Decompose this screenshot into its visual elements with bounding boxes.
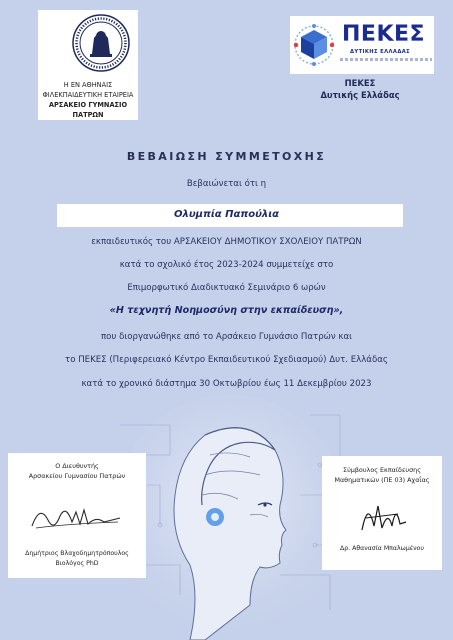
left-org-name bbox=[38, 80, 138, 120]
certify-line: Βεβαιώνεται ότι η bbox=[186, 179, 267, 189]
left-org-line-1: Η ΕΝ ΑΘΗΝΑΙΣ bbox=[63, 81, 113, 89]
body-line-5: το ΠΕΚΕΣ (Περιφερειακό Κέντρο Εκπαιδευτικού Σχεδιασμού) Δυτ. Ελλάδας bbox=[65, 355, 388, 365]
seminar-title: «Η τεχνητή Νοημοσύνη στην εκπαίδευση», bbox=[109, 305, 344, 316]
right-org-line-2: Δυτικής Ελλάδας bbox=[320, 90, 400, 100]
arsakeio-seal-logo bbox=[72, 14, 130, 72]
left-signatory-title: Βιολόγος PhD bbox=[55, 560, 99, 567]
left-role-line-2: Αρσακείου Γυμνασίου Πατρών bbox=[28, 472, 126, 480]
left-signatory-role bbox=[8, 461, 146, 481]
body-line-3: Επιμορφωτικό Διαδικτυακό Σεμινάριο 6 ωρών bbox=[127, 283, 326, 293]
right-org-name bbox=[310, 77, 410, 101]
left-signature-image bbox=[26, 498, 126, 536]
right-role-line-1: Σύμβουλος Εκπαίδευσης bbox=[343, 466, 421, 474]
pekes-fine-print bbox=[340, 58, 432, 61]
ai-head-illustration bbox=[110, 395, 350, 640]
pekes-wordmark-subtitle: ΔΥΤΙΚΗΣ ΕΛΛΑΔΑΣ bbox=[350, 49, 411, 55]
body-line-1: εκπαιδευτικός του ΑΡΣΑΚΕΙΟΥ ΔΗΜΟΤΙΚΟΥ ΣΧΟΛΕΙΟΥ ΠΑΤΡΩΝ bbox=[91, 237, 362, 247]
left-signatory bbox=[8, 549, 146, 569]
left-org-line-2: ΦΙΛΕΚΠΑΙΔΕΥΤΙΚΗ ΕΤΑΙΡΕΙΑ bbox=[42, 91, 134, 99]
pekes-cube-logo bbox=[292, 22, 336, 68]
left-signatory-name: Δημήτριος Βλαχοδημητρόπουλος bbox=[25, 550, 129, 557]
body-line-6: κατά το χρονικό διάστημα 30 Οκτωβρίου έως 11 Δεκεμβρίου 2023 bbox=[81, 379, 372, 389]
body-line-4: που διοργανώθηκε από το Αρσάκειο Γυμνάσιο Πατρών και bbox=[100, 332, 353, 342]
right-signatory-role bbox=[322, 465, 442, 485]
right-org-line-1: ΠΕΚΕΣ bbox=[344, 78, 376, 88]
left-role-line-1: Ο Διευθυντής bbox=[55, 462, 99, 470]
pekes-wordmark: ΠΕΚΕΣ bbox=[342, 22, 426, 47]
right-signature-image bbox=[358, 496, 410, 536]
right-signatory-name: Δρ. Αθανασία Μπαλωμένου bbox=[340, 545, 424, 552]
left-org-line-3: ΑΡΣΑΚΕΙΟ ΓΥΜΝΑΣΙΟ ΠΑΤΡΩΝ bbox=[48, 101, 128, 119]
certificate-title: ΒΕΒΑΙΩΣΗ ΣΥΜΜΕΤΟΧΗΣ bbox=[126, 150, 327, 163]
body-line-2: κατά το σχολικό έτος 2023-2024 συμμετείχε στο bbox=[119, 260, 334, 270]
right-role-line-2: Μαθηματικών (ΠΕ 03) Αχαΐας bbox=[334, 476, 430, 484]
participant-name: Ολυμπία Παπούλια bbox=[174, 209, 279, 220]
